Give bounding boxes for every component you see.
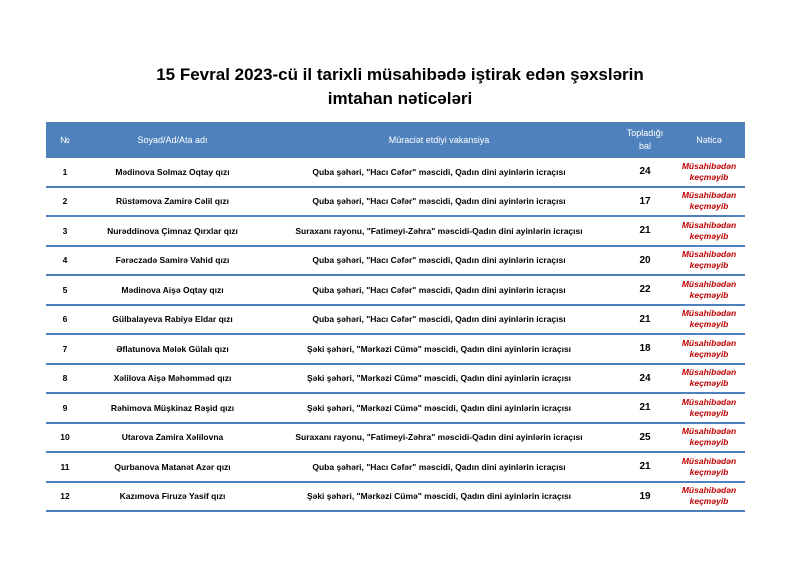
row-number: 4 xyxy=(46,246,84,276)
table-row xyxy=(46,216,745,246)
row-score: 21 xyxy=(617,393,673,423)
row-number: 1 xyxy=(46,158,84,187)
row-result: Müsahibədən keçməyib xyxy=(673,216,745,246)
row-number: 6 xyxy=(46,305,84,335)
row-name: Mədinova Solmaz Oqtay qızı xyxy=(84,158,261,187)
row-score: 21 xyxy=(617,452,673,482)
row-result: Müsahibədən keçməyib xyxy=(673,452,745,482)
table-row xyxy=(46,246,745,276)
row-score: 18 xyxy=(617,334,673,364)
results-table xyxy=(46,122,745,512)
row-number: 9 xyxy=(46,393,84,423)
row-number: 10 xyxy=(46,423,84,453)
title-line-2: imtahan nəticələri xyxy=(327,89,473,108)
row-result: Müsahibədən keçməyib xyxy=(673,158,745,187)
row-score: 25 xyxy=(617,423,673,453)
table-row xyxy=(46,452,745,482)
table-header-row xyxy=(46,122,745,158)
row-score: 21 xyxy=(617,305,673,335)
row-vacancy: Şəki şəhəri, "Mərkəzi Cümə" məscidi, Qadın dini ayinlərin icraçısı xyxy=(261,393,617,423)
row-vacancy: Quba şəhəri, "Hacı Cəfər" məscidi, Qadın dini ayinlərin icraçısı xyxy=(261,187,617,217)
row-score: 24 xyxy=(617,158,673,187)
header-result: Nəticə xyxy=(673,122,745,158)
table-row xyxy=(46,158,745,187)
row-number: 3 xyxy=(46,216,84,246)
header-name: Soyad/Ad/Ata adı xyxy=(84,122,261,158)
table-row xyxy=(46,305,745,335)
row-vacancy: Quba şəhəri, "Hacı Cəfər" məscidi, Qadın dini ayinlərin icraçısı xyxy=(261,452,617,482)
header-score xyxy=(617,122,673,158)
row-score: 21 xyxy=(617,216,673,246)
row-name: Utarova Zamira Xəlilovna xyxy=(84,423,261,453)
header-no: № xyxy=(46,122,84,158)
row-name: Əflatunova Mələk Gülalı qızı xyxy=(84,334,261,364)
row-name: Gülbalayeva Rabiyə Eldar qızı xyxy=(84,305,261,335)
header-score-line-1: Topladığı xyxy=(626,128,664,138)
title-line-1: 15 Fevral 2023-cü il tarixli müsahibədə iştirak edən şəxslərin xyxy=(156,65,644,84)
row-number: 2 xyxy=(46,187,84,217)
row-result: Müsahibədən keçməyib xyxy=(673,482,745,512)
row-number: 11 xyxy=(46,452,84,482)
row-score: 24 xyxy=(617,364,673,394)
row-score: 19 xyxy=(617,482,673,512)
row-vacancy: Şəki şəhəri, "Mərkəzi Cümə" məscidi, Qadın dini ayinlərin icraçısı xyxy=(261,364,617,394)
header-score-line-2: bal xyxy=(638,141,651,151)
row-result: Müsahibədən keçməyib xyxy=(673,275,745,305)
row-number: 8 xyxy=(46,364,84,394)
row-number: 7 xyxy=(46,334,84,364)
row-score: 20 xyxy=(617,246,673,276)
row-result: Müsahibədən keçməyib xyxy=(673,364,745,394)
row-number: 12 xyxy=(46,482,84,512)
row-result: Müsahibədən keçməyib xyxy=(673,334,745,364)
table-row xyxy=(46,423,745,453)
row-score: 22 xyxy=(617,275,673,305)
row-vacancy: Şəki şəhəri, "Mərkəzi Cümə" məscidi, Qadın dini ayinlərin icraçısı xyxy=(261,482,617,512)
row-name: Kazımova Firuzə Yasif qızı xyxy=(84,482,261,512)
row-result: Müsahibədən keçməyib xyxy=(673,393,745,423)
row-result: Müsahibədən keçməyib xyxy=(673,423,745,453)
row-name: Mədinova Aişə Oqtay qızı xyxy=(84,275,261,305)
document-title xyxy=(0,63,800,111)
row-vacancy: Quba şəhəri, "Hacı Cəfər" məscidi, Qadın dini ayinlərin icraçısı xyxy=(261,246,617,276)
row-vacancy: Quba şəhəri, "Hacı Cəfər" məscidi, Qadın dini ayinlərin icraçısı xyxy=(261,158,617,187)
row-result: Müsahibədən keçməyib xyxy=(673,305,745,335)
table-row xyxy=(46,187,745,217)
row-vacancy: Suraxanı rayonu, "Fatimeyi-Zəhra" məscidi-Qadın dini ayinlərin icraçısı xyxy=(261,423,617,453)
row-vacancy: Quba şəhəri, "Hacı Cəfər" məscidi, Qadın dini ayinlərin icraçısı xyxy=(261,275,617,305)
row-score: 17 xyxy=(617,187,673,217)
table-row xyxy=(46,275,745,305)
row-number: 5 xyxy=(46,275,84,305)
table-row xyxy=(46,334,745,364)
header-vacancy: Müraciət etdiyi vakansiya xyxy=(261,122,617,158)
row-name: Rüstəmova Zamirə Cəlil qızı xyxy=(84,187,261,217)
row-result: Müsahibədən keçməyib xyxy=(673,246,745,276)
row-name: Qurbanova Matanət Azər qızı xyxy=(84,452,261,482)
row-vacancy: Quba şəhəri, "Hacı Cəfər" məscidi, Qadın dini ayinlərin icraçısı xyxy=(261,305,617,335)
table-row xyxy=(46,482,745,512)
row-name: Xəlilova Aişə Məhəmməd qızı xyxy=(84,364,261,394)
table-row xyxy=(46,364,745,394)
row-name: Nurəddinova Çimnaz Qırxlar qızı xyxy=(84,216,261,246)
table-row xyxy=(46,393,745,423)
row-vacancy: Suraxanı rayonu, "Fatimeyi-Zəhra" məscidi-Qadın dini ayinlərin icraçısı xyxy=(261,216,617,246)
row-name: Fərəczadə Samirə Vahid qızı xyxy=(84,246,261,276)
row-result: Müsahibədən keçməyib xyxy=(673,187,745,217)
row-vacancy: Şəki şəhəri, "Mərkəzi Cümə" məscidi, Qadın dini ayinlərin icraçısı xyxy=(261,334,617,364)
row-name: Rəhimova Müşkinaz Rəşid qızı xyxy=(84,393,261,423)
